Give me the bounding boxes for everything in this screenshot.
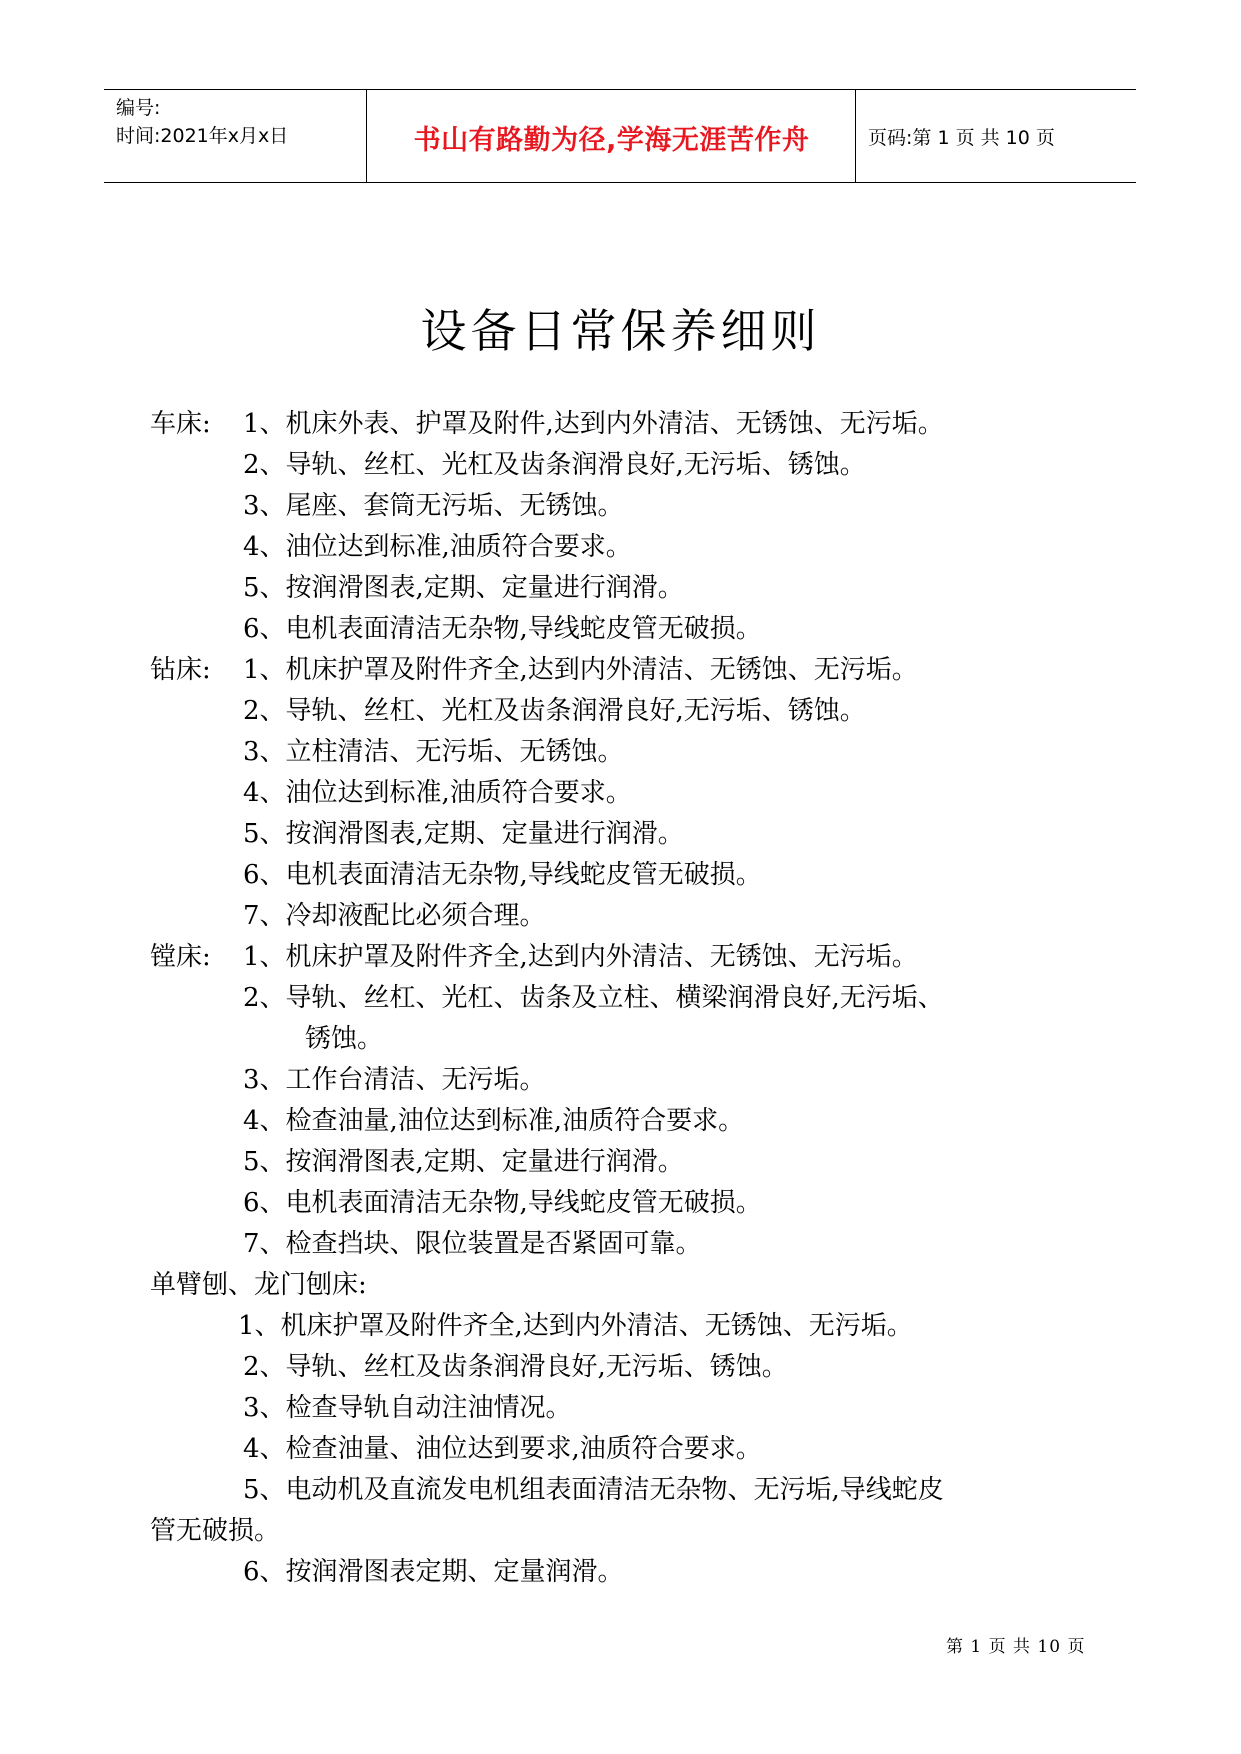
header-motto: 书山有路勤为径,学海无涯苦作舟: [413, 125, 810, 156]
page-footer: 第 1 页 共 10 页: [946, 1637, 1086, 1657]
list-item: 6、电机表面清洁无杂物,导线蛇皮管无破损。: [243, 1188, 762, 1218]
list-item: 2、导轨、丝杠及齿条润滑良好,无污垢、锈蚀。: [243, 1352, 788, 1382]
header-page-number: 页码:第 1 页 共 10 页: [868, 127, 1055, 149]
list-item: 1、机床护罩及附件齐全,达到内外清洁、无锈蚀、无污垢。: [243, 942, 918, 972]
list-item: 6、电机表面清洁无杂物,导线蛇皮管无破损。: [243, 614, 762, 644]
list-item: 2、导轨、丝杠、光杠及齿条润滑良好,无污垢、锈蚀。: [243, 450, 866, 480]
list-item: 7、冷却液配比必须合理。: [243, 901, 546, 931]
list-item: 4、油位达到标准,油质符合要求。: [243, 778, 632, 808]
section-heading-lathe: 车床:: [150, 409, 211, 439]
list-item: 5、按润滑图表,定期、定量进行润滑。: [243, 573, 684, 603]
list-item: 2、导轨、丝杠、光杠、齿条及立柱、横梁润滑良好,无污垢、: [243, 983, 944, 1013]
list-item: 3、尾座、套筒无污垢、无锈蚀。: [243, 491, 624, 521]
list-item: 2、导轨、丝杠、光杠及齿条润滑良好,无污垢、锈蚀。: [243, 696, 866, 726]
list-item: 4、油位达到标准,油质符合要求。: [243, 532, 632, 562]
header-divider: [366, 90, 367, 182]
list-item: 3、工作台清洁、无污垢。: [243, 1065, 546, 1095]
section-heading-drill: 钻床:: [150, 655, 211, 685]
list-item: 5、按润滑图表,定期、定量进行润滑。: [243, 1147, 684, 1177]
page-header: [104, 89, 1136, 183]
list-item: 5、电动机及直流发电机组表面清洁无杂物、无污垢,导线蛇皮: [243, 1475, 944, 1505]
document-title: 设备日常保养细则: [420, 304, 821, 358]
list-item: 5、按润滑图表,定期、定量进行润滑。: [243, 819, 684, 849]
list-item: 1、机床护罩及附件齐全,达到内外清洁、无锈蚀、无污垢。: [238, 1311, 913, 1341]
list-item: 3、立柱清洁、无污垢、无锈蚀。: [243, 737, 624, 767]
header-divider: [855, 90, 856, 182]
list-item: 3、检查导轨自动注油情况。: [243, 1393, 572, 1423]
list-item: 7、检查挡块、限位装置是否紧固可靠。: [243, 1229, 702, 1259]
section-heading-planer: 单臂刨、龙门刨床:: [150, 1270, 367, 1300]
header-meta: [116, 90, 361, 182]
document-time-label: 时间:2021年x月x日: [116, 125, 289, 147]
section-heading-boring: 镗床:: [150, 942, 211, 972]
document-number-label: 编号:: [116, 97, 161, 119]
list-item: 6、电机表面清洁无杂物,导线蛇皮管无破损。: [243, 860, 762, 890]
list-item: 4、检查油量,油位达到标准,油质符合要求。: [243, 1106, 745, 1136]
list-item: 1、机床外表、护罩及附件,达到内外清洁、无锈蚀、无污垢。: [243, 409, 944, 439]
list-item-continuation: 锈蚀。: [305, 1024, 384, 1054]
list-item: 1、机床护罩及附件齐全,达到内外清洁、无锈蚀、无污垢。: [243, 655, 918, 685]
list-item: 4、检查油量、油位达到要求,油质符合要求。: [243, 1434, 762, 1464]
list-item: 6、按润滑图表定期、定量润滑。: [243, 1557, 624, 1587]
list-item-continuation: 管无破损。: [150, 1516, 281, 1546]
